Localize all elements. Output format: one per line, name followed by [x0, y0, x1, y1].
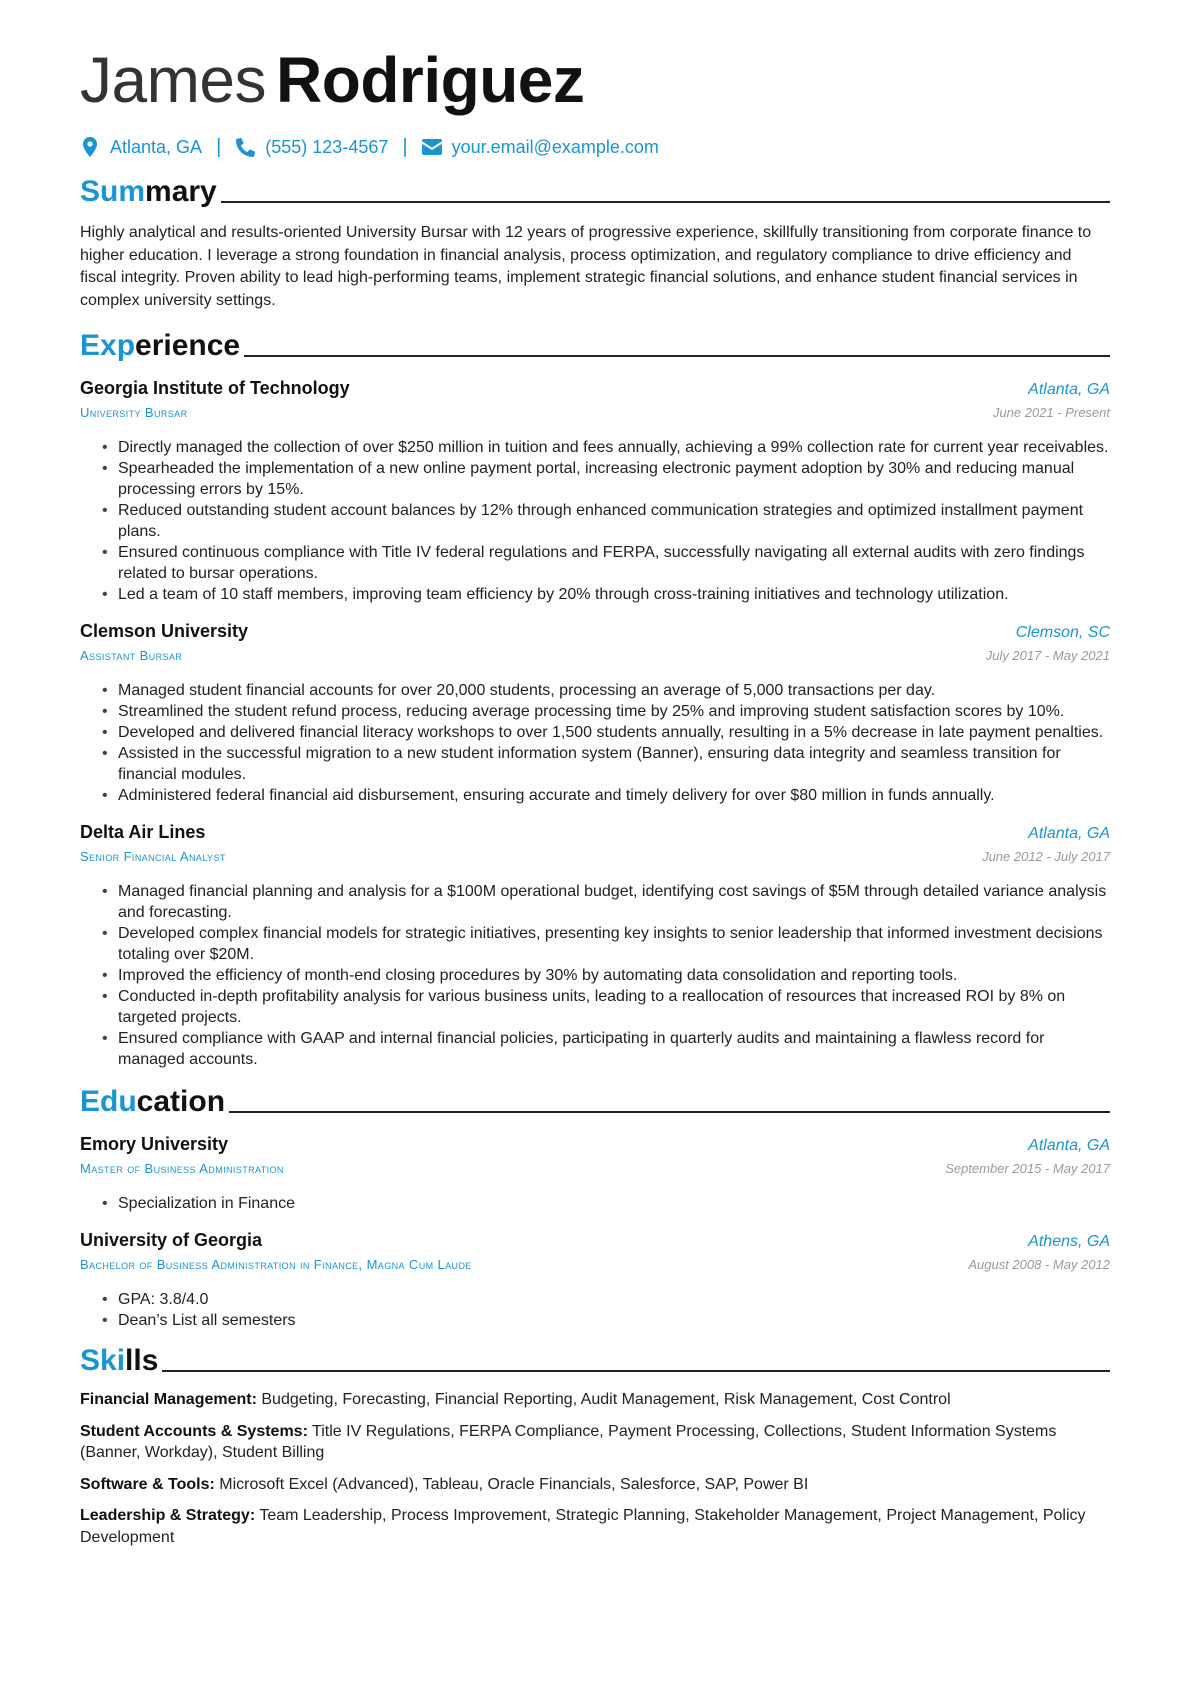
bullet-list [80, 881, 1110, 1070]
skill-value: Microsoft Excel (Advanced), Tableau, Oracle Financials, Salesforce, SAP, Power BI [219, 1475, 809, 1493]
job-title: Assistant Bursar [80, 648, 183, 663]
skill-value: Title IV Regulations, FERPA Compliance, Payment Processing, Collections, Student Information Systems (Banner, Workday), Student Billing [80, 1422, 1057, 1461]
summary-heading [80, 174, 1110, 210]
job-title: Senior Financial Analyst [80, 849, 226, 864]
entry-location: Atlanta, GA [1028, 825, 1110, 842]
contact-separator: | [402, 135, 408, 158]
skill-label: Leadership & Strategy: [80, 1507, 256, 1524]
skill-row [80, 1474, 1110, 1496]
entry-dates: August 2008 - May 2012 [968, 1257, 1110, 1272]
contact-location [80, 136, 202, 158]
phone-text: (555) 123-4567 [265, 136, 389, 157]
skill-label: Financial Management: [80, 1391, 257, 1408]
bullet-list [80, 1289, 1110, 1331]
skill-value: Team Leadership, Process Improvement, Strategic Planning, Stakeholder Management, Project Management, Policy Development [80, 1507, 1086, 1546]
section-title: Summary [80, 175, 217, 208]
skills-list [80, 1389, 1110, 1548]
degree-title: Master of Business Administration [80, 1161, 284, 1176]
list-item: • GPA: 3.8/4.0 [118, 1289, 1110, 1310]
experience-heading [80, 328, 1110, 364]
list-item: • Spearheaded the implementation of a new online payment portal, increasing electronic payment adoption by 30% and reducing manual processing errors by 15%. [118, 458, 1110, 500]
experience-entry [80, 619, 1110, 806]
employer-name: Clemson University [80, 621, 249, 641]
degree-title: Bachelor of Business Administration in Finance, Magna Cum Laude [80, 1257, 472, 1272]
list-item: • Developed complex financial models for strategic initiatives, presenting key insights to senior leadership that informed investment decisions totaling over $20M. [118, 923, 1110, 965]
list-item: • Directly managed the collection of over $250 million in tuition and fees annually, achieving a 99% collection rate for current year receivables. [118, 437, 1110, 458]
entry-location: Athens, GA [1028, 1233, 1110, 1250]
list-item: • Ensured compliance with GAAP and internal financial policies, participating in quarterly audits and maintaining a flawless record for managed accounts. [118, 1028, 1110, 1070]
list-item: • Managed financial planning and analysis for a $100M operational budget, identifying cost savings of $5M through detailed variance analysis and forecasting. [118, 881, 1110, 923]
school-name: Emory University [80, 1134, 229, 1154]
skills-heading [80, 1343, 1110, 1379]
section-title: Experience [80, 329, 241, 362]
contact-phone [235, 136, 388, 158]
skill-value: Budgeting, Forecasting, Financial Reporting, Audit Management, Risk Management, Cost Control [261, 1391, 951, 1408]
list-item: • Streamlined the student refund process, reducing average processing time by 25% and improving student satisfaction scores by 10%. [118, 701, 1110, 722]
entry-dates: July 2017 - May 2021 [985, 648, 1110, 663]
phone-icon [235, 136, 255, 158]
entry-dates: June 2012 - July 2017 [982, 849, 1110, 864]
skill-row [80, 1389, 1110, 1411]
section-title: Education [80, 1085, 226, 1118]
section-rule [244, 355, 1110, 357]
candidate-name [80, 38, 1110, 122]
experience-entry [80, 376, 1110, 605]
section-rule [229, 1111, 1110, 1113]
employer-name: Georgia Institute of Technology [80, 378, 350, 398]
map-marker-icon [80, 136, 100, 158]
summary-text: Highly analytical and results-oriented University Bursar with 12 years of progressive experience, skillfully transitioning from corporate finance to higher education. I leverage a strong foundation in financial analysis, process optimization, and regulatory compliance to drive efficiency and fiscal integrity. Proven ability to lead high-performing teams, implement strategic financial solutions, and enhance student financial services in complex university settings. [80, 224, 1092, 309]
skill-label: Software & Tools: [80, 1475, 215, 1493]
entry-location: Atlanta, GA [1028, 1137, 1110, 1154]
bullet-list [80, 1193, 1110, 1214]
contact-line [80, 134, 1110, 160]
experience-entry [80, 820, 1110, 1070]
employer-name: Delta Air Lines [80, 822, 206, 842]
list-item: • Specialization in Finance [118, 1193, 1110, 1214]
list-item: • Dean’s List all semesters [118, 1310, 1110, 1331]
section-rule [221, 201, 1110, 203]
envelope-icon [422, 136, 442, 158]
email-link[interactable]: your.email@example.com [451, 136, 659, 157]
education-entry [80, 1132, 1110, 1214]
list-item: • Conducted in-depth profitability analysis for various business units, leading to a reallocation of resources that increased ROI by 8% on targeted projects. [118, 986, 1110, 1028]
list-item: • Assisted in the successful migration to a new student information system (Banner), ensuring data integrity and seamless transition for financial modules. [118, 743, 1110, 785]
education-entry [80, 1228, 1110, 1331]
job-title: University Bursar [80, 405, 188, 420]
skill-row [80, 1421, 1110, 1464]
location-text: Atlanta, GA [110, 136, 203, 157]
contact-separator: | [216, 135, 222, 158]
list-item: • Ensured continuous compliance with Title IV federal regulations and FERPA, successfully navigating all external audits with zero findings related to bursar operations. [118, 542, 1110, 584]
contact-email[interactable] [422, 136, 659, 158]
entry-dates: June 2021 - Present [992, 405, 1110, 420]
last-name: Rodriguez [276, 44, 585, 116]
first-name: James [80, 44, 266, 116]
list-item: • Developed and delivered financial literacy workshops to over 1,500 students annually, resulting in a 5% decrease in late payment penalties. [118, 722, 1110, 743]
section-rule [162, 1370, 1110, 1372]
education-heading [80, 1084, 1110, 1120]
entry-dates: September 2015 - May 2017 [945, 1161, 1110, 1176]
skill-label: Student Accounts & Systems: [80, 1422, 308, 1440]
list-item: • Improved the efficiency of month-end closing procedures by 30% by automating data consolidation and reporting tools. [118, 965, 1110, 986]
school-name: University of Georgia [80, 1230, 263, 1250]
entry-location: Clemson, SC [1015, 624, 1110, 641]
bullet-list [80, 437, 1110, 605]
list-item: • Reduced outstanding student account balances by 12% through enhanced communication strategies and optimized installment payment plans. [118, 500, 1110, 542]
entry-location: Atlanta, GA [1028, 381, 1110, 398]
list-item: • Led a team of 10 staff members, improving team efficiency by 20% through cross-training initiatives and technology utilization. [118, 584, 1110, 605]
section-title: Skills [80, 1344, 159, 1377]
list-item: • Administered federal financial aid disbursement, ensuring accurate and timely delivery for over $80 million in funds annually. [118, 785, 1110, 806]
list-item: • Managed student financial accounts for over 20,000 students, processing an average of 5,000 transactions per day. [118, 680, 1110, 701]
skill-row [80, 1505, 1110, 1548]
bullet-list [80, 680, 1110, 806]
